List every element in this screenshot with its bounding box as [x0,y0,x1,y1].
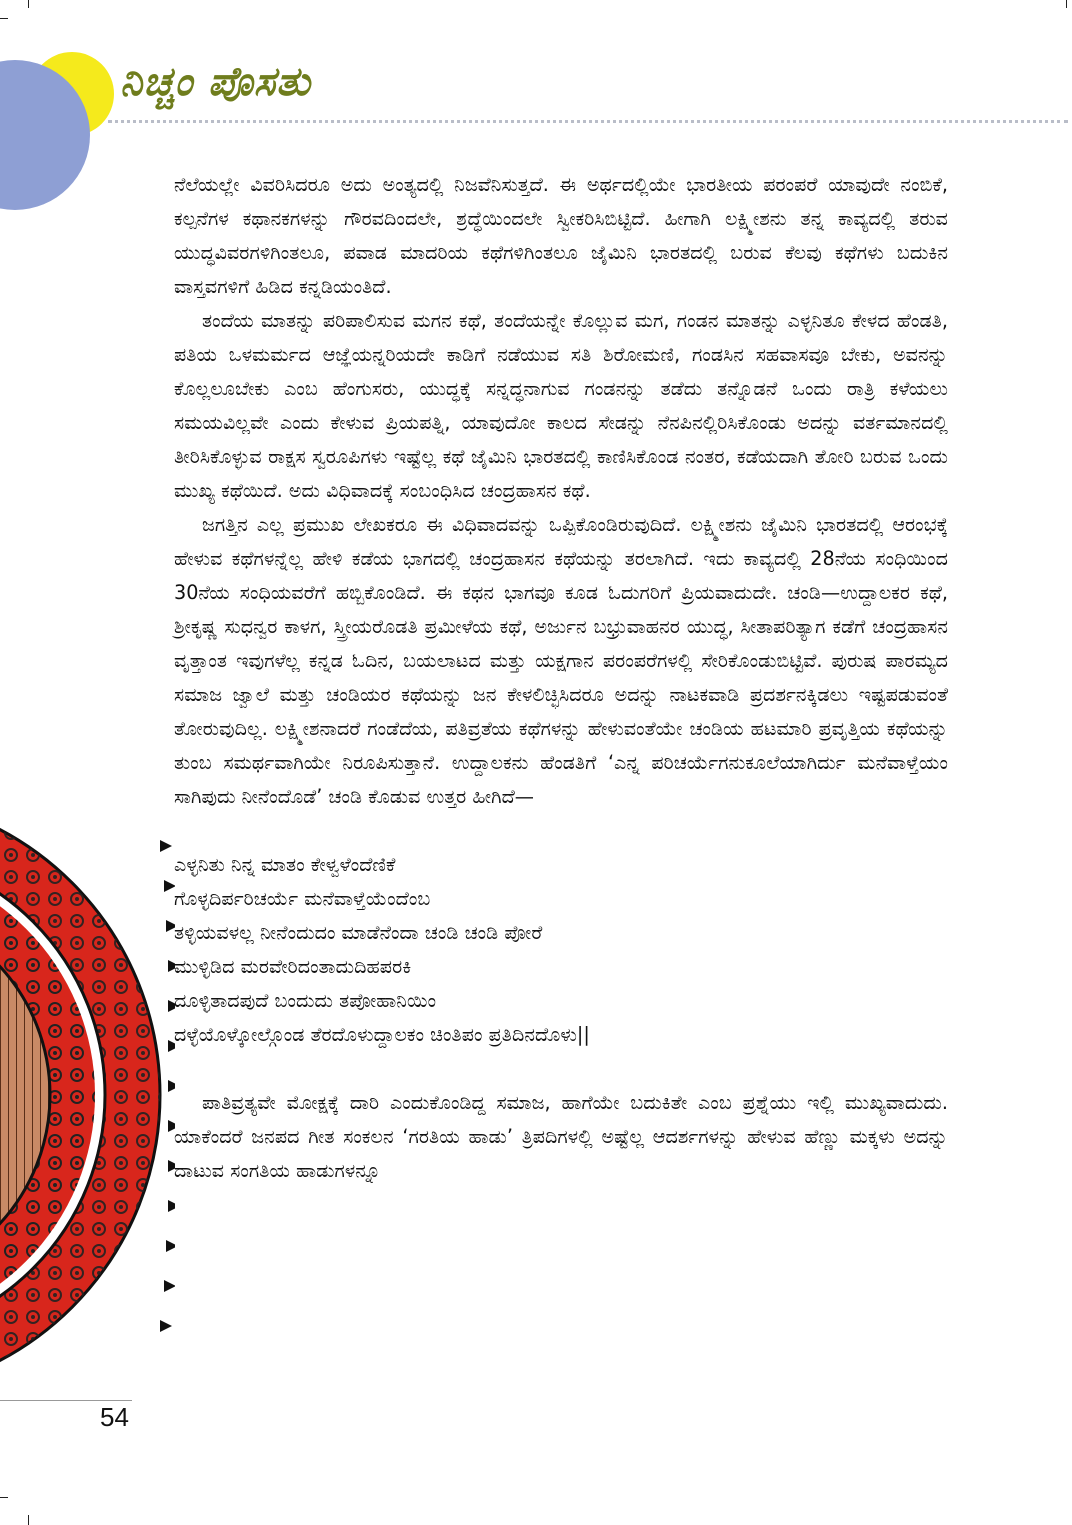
paragraph: ತಂದೆಯ ಮಾತನ್ನು ಪರಿಪಾಲಿಸುವ ಮಗನ ಕಥೆ, ತಂದೆಯನ್ನೇ ಕೊಲ್ಲುವ ಮಗ, ಗಂಡನ ಮಾತನ್ನು ಎಳ್ಳನಿತೂ ಕೇಳದ ಹೆಂಡತಿ, ಪತಿಯ ಒಳಮರ್ಮದ ಆಜ್ಞೆಯನ್ನರಿಯದೇ ಕಾಡಿಗೆ ನಡೆಯುವ ಸತಿ ಶಿರೋಮಣಿ, ಗಂಡಸಿನ ಸಹವಾಸವೂ ಬೇಕು, ಅವನನ್ನು ಕೊಲ್ಲಲೂಬೇಕು ಎಂಬ ಹೆಂಗುಸರು, ಯುದ್ಧಕ್ಕೆ ಸನ್ನದ್ಧನಾಗುವ ಗಂಡನನ್ನು ತಡೆದು ತನ್ನೊಡನೆ ಒಂದು ರಾತ್ರಿ ಕಳೆಯಲು ಸಮಯವಿಲ್ಲವೇ ಎಂದು ಕೇಳುವ ಪ್ರಿಯಪತ್ನಿ, ಯಾವುದೋ ಕಾಲದ ಸೇಡನ್ನು ನೆನಪಿನಲ್ಲಿರಿಸಿಕೊಂಡು ಅದನ್ನು ವರ್ತಮಾನದಲ್ಲಿ ತೀರಿಸಿಕೊಳ್ಳುವ ರಾಕ್ಷಸ ಸ್ವರೂಪಿಗಳು ಇಷ್ಟೆಲ್ಲ ಕಥೆ ಜೈಮಿನಿ ಭಾರತದಲ್ಲಿ ಕಾಣಿಸಿಕೊಂಡ ನಂತರ, ಕಡೆಯದಾಗಿ ತೋರಿ ಬರುವ ಒಂದು ಮುಖ್ಯ ಕಥೆಯಿದೆ. ಅದು ವಿಧಿವಾದಕ್ಕೆ ಸಂಬಂಧಿಸಿದ ಚಂದ್ರಹಾಸನ ಕಥೆ. [174,309,948,502]
body-text [174,168,948,1188]
header-dotted-rule [108,120,1068,123]
verse-line: ದೂಳ್ಳಿತಾದಪುದೆ ಬಂದುದು ತಪೋಹಾನಿಯಿಂ [174,989,437,1012]
crop-mark [1066,0,1067,8]
verse-line: ದಳ್ಳೆಯೊಳ್ಕೋಲ್ಗೊಂಡ ತೆರದೊಳುದ್ದಾಲಕಂ ಚಿಂತಿಪಂ ಪ್ರತಿದಿನದೊಳು|| [174,1023,590,1046]
verse-line: ಮುಳ್ಳಿಡಿದ ಮರವೇರಿದಂತಾದುದಿಹಪರಕಿ [174,955,412,978]
crop-mark [28,0,29,8]
verse-line: ಎಳ್ಳನಿತು ನಿನ್ನ ಮಾತಂ ಕೇಳ್ವಳೆಂದೆಣಿಕೆ [174,853,396,876]
crop-mark [28,1515,29,1525]
verse-line: ಗೊಳ್ಳದಿರ್ಪರಿಚರ್ಯೆ ಮನೆವಾಳ್ತೆಯೆಂದೆಂಬ [174,887,431,910]
verse-block [174,848,948,1052]
crop-mark [0,18,8,19]
section-title: ನಿಚ್ಚಂ ಪೊಸತು [120,58,312,105]
mandala-illustration [0,800,175,1390]
paragraph: ನೆಲೆಯಲ್ಲೇ ವಿವರಿಸಿದರೂ ಅದು ಅಂತ್ಯದಲ್ಲಿ ನಿಜವೆನಿಸುತ್ತದೆ. ಈ ಅರ್ಥದಲ್ಲಿಯೇ ಭಾರತೀಯ ಪರಂಪರೆ ಯಾವುದೇ ನಂಬಿಕೆ, ಕಲ್ಪನೆಗಳ ಕಥಾನಕಗಳನ್ನು ಗೌರವದಿಂದಲೇ, ಶ್ರದ್ಧೆಯಿಂದಲೇ ಸ್ವೀಕರಿಸಿಬಿಟ್ಟಿದೆ. ಹೀಗಾಗಿ ಲಕ್ಷ್ಮೀಶನು ತನ್ನ ಕಾವ್ಯದಲ್ಲಿ ತರುವ ಯುದ್ಧವಿವರಗಳಿಗಿಂತಲೂ, ಪವಾಡ ಮಾದರಿಯ ಕಥೆಗಳಿಗಿಂತಲೂ ಜೈಮಿನಿ ಭಾರತದಲ್ಲಿ ಬರುವ ಕೆಲವು ಕಥೆಗಳು ಬದುಕಿನ ವಾಸ್ತವಗಳಿಗೆ ಹಿಡಿದ ಕನ್ನಡಿಯಂತಿದೆ. [174,173,948,298]
paragraph: ಜಗತ್ತಿನ ಎಲ್ಲ ಪ್ರಮುಖ ಲೇಖಕರೂ ಈ ವಿಧಿವಾದವನ್ನು ಒಪ್ಪಿಕೊಂಡಿರುವುದಿದೆ. ಲಕ್ಷ್ಮೀಶನು ಜೈಮಿನಿ ಭಾರತದಲ್ಲಿ ಆರಂಭಕ್ಕೆ ಹೇಳುವ ಕಥೆಗಳನ್ನೆಲ್ಲ ಹೇಳಿ ಕಡೆಯ ಭಾಗದಲ್ಲಿ ಚಂದ್ರಹಾಸನ ಕಥೆಯನ್ನು ತರಲಾಗಿದೆ. ಇದು ಕಾವ್ಯದಲ್ಲಿ 28ನೆಯ ಸಂಧಿಯಿಂದ 30ನೆಯ ಸಂಧಿಯವರೆಗೆ ಹಬ್ಬಿಕೊಂಡಿದೆ. ಈ ಕಥನ ಭಾಗವೂ ಕೂಡ ಓದುಗರಿಗೆ ಪ್ರಿಯವಾದುದೇ. ಚಂಡಿ—ಉದ್ದಾಲಕರ ಕಥೆ, ಶ್ರೀಕೃಷ್ಣ ಸುಧನ್ವರ ಕಾಳಗ, ಸ್ತ್ರೀಯರೊಡತಿ ಪ್ರಮೀಳೆಯ ಕಥೆ, ಅರ್ಜುನ ಬಭ್ರುವಾಹನರ ಯುದ್ಧ, ಸೀತಾಪರಿತ್ಯಾಗ ಕಡೆಗೆ ಚಂದ್ರಹಾಸನ ವೃತ್ತಾಂತ ಇವುಗಳೆಲ್ಲ ಕನ್ನಡ ಓದಿನ, ಬಯಲಾಟದ ಮತ್ತು ಯಕ್ಷಗಾನ ಪರಂಪರೆಗಳಲ್ಲಿ ಸೇರಿಕೊಂಡುಬಿಟ್ಟಿವೆ. ಪುರುಷ ಪಾರಮ್ಯದ ಸಮಾಜ ಜ್ವಾಲೆ ಮತ್ತು ಚಂಡಿಯರ ಕಥೆಯನ್ನು ಜನ ಕೇಳಲಿಚ್ಛಿಸಿದರೂ ಅದನ್ನು ನಾಟಕವಾಡಿ ಪ್ರದರ್ಶನಕ್ಕಿಡಲು ಇಷ್ಟಪಡುವಂತೆ ತೋರುವುದಿಲ್ಲ. ಲಕ್ಷ್ಮೀಶನಾದರೆ ಗಂಡೆದೆಯ, ಪತಿವ್ರತೆಯ ಕಥೆಗಳನ್ನು ಹೇಳುವಂತೆಯೇ ಚಂಡಿಯ ಹಟಮಾರಿ ಪ್ರವೃತ್ತಿಯ ಕಥೆಯನ್ನು ತುಂಬ ಸಮರ್ಥವಾಗಿಯೇ ನಿರೂಪಿಸುತ್ತಾನೆ. ಉದ್ದಾಲಕನು ಹೆಂಡತಿಗೆ ‘ಎನ್ನ ಪರಿಚರ್ಯೆಗನುಕೂಲೆಯಾಗಿರ್ದು ಮನೆವಾಳ್ತೆಯಂ ಸಾಗಿಪುದು ನೀನೆಂದೊಡೆ’ ಚಂಡಿ ಕೊಡುವ ಉತ್ತರ ಹೀಗಿದೆ— [174,513,948,808]
page-number-rule [0,1400,132,1401]
verse-line: ತಳ್ಳಿಯವಳಲ್ಲ ನೀನೆಂದುದಂ ಮಾಡೆನೆಂದಾ ಚಂಡಿ ಚಂಡಿ ಪೋರೆ [174,921,543,944]
paragraph: ಪಾತಿವ್ರತ್ಯವೇ ಮೋಕ್ಷಕ್ಕೆ ದಾರಿ ಎಂದುಕೊಂಡಿದ್ದ ಸಮಾಜ, ಹಾಗೆಯೇ ಬದುಕಿತೇ ಎಂಬ ಪ್ರಶ್ನೆಯು ಇಲ್ಲಿ ಮುಖ್ಯವಾದುದು. ಯಾಕೆಂದರೆ ಜನಪದ ಗೀತ ಸಂಕಲನ ‘ಗರತಿಯ ಹಾಡು’ ತ್ರಿಪದಿಗಳಲ್ಲಿ ಅಷ್ಟೆಲ್ಲ ಆದರ್ಶಗಳನ್ನು ಹೇಳುವ ಹೆಣ್ಣು ಮಕ್ಕಳು ಅದನ್ನು ದಾಟುವ ಸಂಗತಿಯ ಹಾಡುಗಳನ್ನೂ [174,1091,948,1182]
crop-mark [0,1497,8,1498]
page-number: 54 [100,1402,129,1432]
